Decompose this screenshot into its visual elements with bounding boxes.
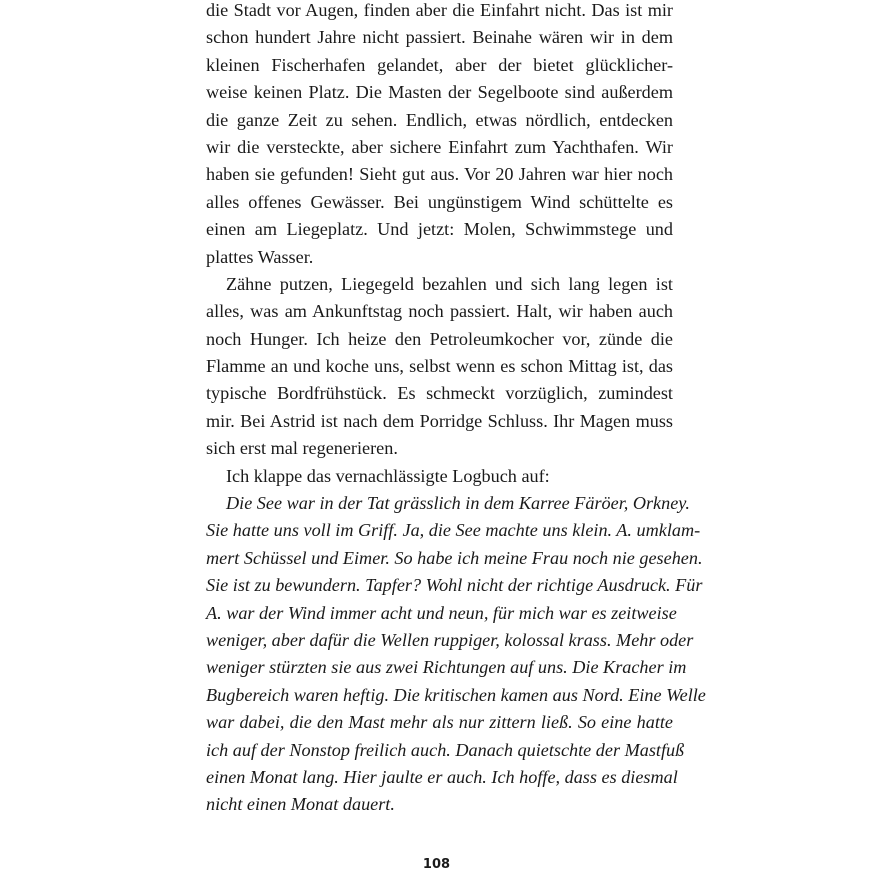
logbook-line: nicht einen Monat dauert. bbox=[206, 794, 395, 815]
text-line: noch Hunger. Ich heize den Petroleumkocher vor, zünde die bbox=[206, 328, 673, 349]
logbook-line: Sie hatte uns voll im Griff. Ja, die See machte uns klein. A. umklam- bbox=[206, 520, 701, 541]
page-number: 108 bbox=[422, 857, 451, 872]
text-line: mir. Bei Astrid ist nach dem Porridge Schluss. Ihr Magen muss bbox=[206, 410, 673, 431]
logbook-line: Bugbereich waren heftig. Die kritischen kamen aus Nord. Eine Welle bbox=[206, 684, 706, 705]
logbook-line: weniger, aber dafür die Wellen ruppiger, kolossal krass. Mehr oder bbox=[206, 629, 694, 650]
text-line: schon hundert Jahre nicht passiert. Beinahe wären wir in dem bbox=[206, 27, 673, 48]
text-line: sich erst mal regenerieren. bbox=[206, 438, 398, 459]
text-line: typische Bordfrühstück. Es schmeckt vorzüglich, zumindest bbox=[206, 383, 673, 404]
logbook-line: ich auf der Nonstop freilich auch. Danach quietschte der Mastfuß bbox=[206, 739, 685, 760]
text-line: die Stadt vor Augen, finden aber die Einfahrt nicht. Das ist mir bbox=[206, 0, 673, 20]
text-line: einen am Liegeplatz. Und jetzt: Molen, Schwimmstege und bbox=[206, 219, 673, 240]
text-line: kleinen Fischerhafen gelandet, aber der bietet glücklicher- bbox=[206, 54, 673, 75]
logbook-line: einen Monat lang. Hier jaulte er auch. Ich hoffe, dass es diesmal bbox=[206, 766, 678, 787]
text-line: Flamme an und koche uns, selbst wenn es schon Mittag ist, das bbox=[206, 356, 673, 377]
logbook-line: Sie ist zu bewundern. Tapfer? Wohl nicht der richtige Ausdruck. Für bbox=[206, 575, 703, 596]
text-line: weise keinen Platz. Die Masten der Segelboote sind außerdem bbox=[206, 82, 673, 103]
logbook-line: mert Schüssel und Eimer. So habe ich meine Frau noch nie gesehen. bbox=[206, 547, 703, 568]
text-line: Ich klappe das vernachlässigte Logbuch auf: bbox=[226, 465, 550, 486]
text-line: haben sie gefunden! Sieht gut aus. Vor 20 Jahren war hier noch bbox=[206, 164, 673, 185]
book-page-body bbox=[206, 0, 706, 819]
text-line: Zähne putzen, Liegegeld bezahlen und sich lang legen ist bbox=[226, 273, 673, 294]
logbook-line: war dabei, die den Mast mehr als nur zittern ließ. So eine hatte bbox=[206, 712, 673, 733]
text-line: wir die versteckte, aber sichere Einfahrt zum Yachthafen. Wir bbox=[206, 136, 673, 157]
text-line: alles offenes Gewässer. Bei ungünstigem Wind schüttelte es bbox=[206, 191, 673, 212]
logbook-line: A. war der Wind immer acht und neun, für mich war es zeitweise bbox=[206, 602, 677, 623]
text-line: alles, was am Ankunftstag noch passiert. Halt, wir haben auch bbox=[206, 301, 673, 322]
text-line: die ganze Zeit zu sehen. Endlich, etwas nördlich, entdecken bbox=[206, 109, 673, 130]
text-line: plattes Wasser. bbox=[206, 246, 314, 267]
logbook-line: Die See war in der Tat grässlich in dem Karree Färöer, Orkney. bbox=[226, 493, 690, 514]
logbook-line: weniger stürzten sie aus zwei Richtungen auf uns. Die Kracher im bbox=[206, 657, 687, 678]
